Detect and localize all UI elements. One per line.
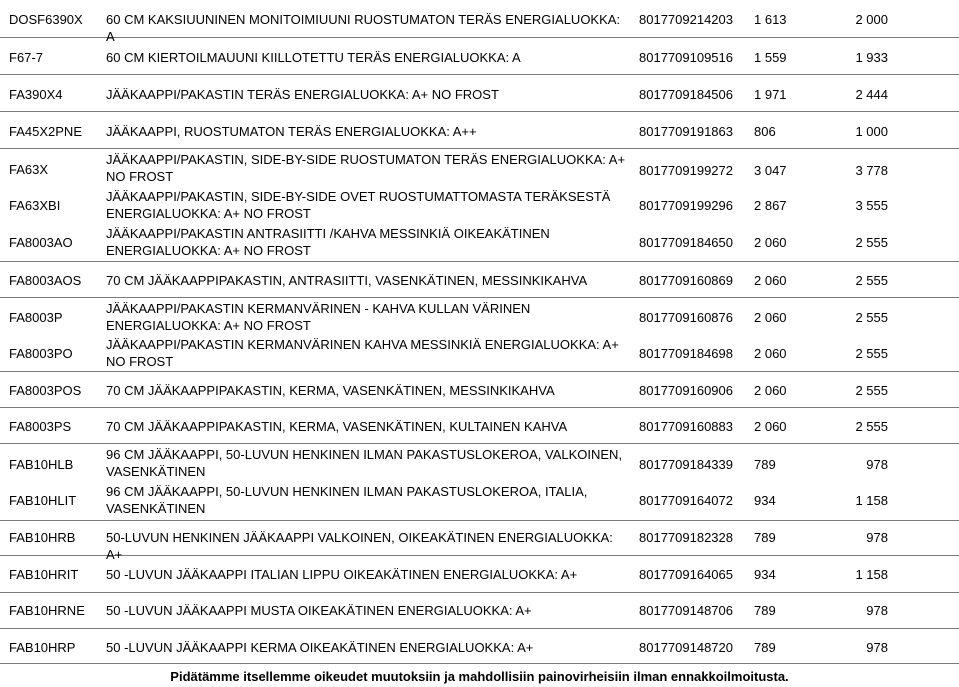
product-code: FAB10HRP (9, 640, 76, 655)
product-ean: 8017709164072 (639, 493, 733, 508)
product-description: 96 CM JÄÄKAAPPI, 50-LUVUN HENKINEN ILMAN PAKASTUSLOKEROA, VALKOINEN, VASENKÄTINEN (106, 447, 623, 479)
product-description: 50 -LUVUN JÄÄKAAPPI KERMA OIKEAKÄTINEN ENERGIALUOKKA: A+ (106, 640, 534, 655)
price-gross: 2 555 (855, 346, 888, 361)
product-ean: 8017709191863 (639, 124, 733, 139)
row-divider (0, 148, 959, 149)
price-net: 2 867 (754, 198, 787, 213)
product-code: FA63X (9, 162, 49, 177)
product-ean: 8017709182328 (639, 530, 733, 545)
product-ean: 8017709199272 (639, 163, 733, 178)
product-code: F67-7 (9, 50, 43, 65)
product-description: JÄÄKAAPPI/PAKASTIN, SIDE-BY-SIDE RUOSTUMATON TERÄS ENERGIALUOKKA: A+ NO FROST (106, 152, 626, 184)
product-ean: 8017709164065 (639, 567, 733, 582)
disclaimer-footer: Pidätämme itsellemme oikeudet muutoksiin ja mahdollisiin painovirheisiin ilman ennakkoilmoitusta. (170, 669, 789, 684)
product-description: JÄÄKAAPPI, RUOSTUMATON TERÄS ENERGIALUOKKA: A++ (106, 124, 477, 139)
product-description: 50 -LUVUN JÄÄKAAPPI ITALIAN LIPPU OIKEAKÄTINEN ENERGIALUOKKA: A+ (106, 567, 578, 582)
product-code: FA8003PO (9, 346, 73, 361)
product-code: FAB10HLIT (9, 493, 77, 508)
price-gross: 978 (866, 530, 888, 545)
product-description: 96 CM JÄÄKAAPPI, 50-LUVUN HENKINEN ILMAN PAKASTUSLOKEROA, ITALIA, VASENKÄTINEN (106, 484, 588, 516)
row-divider (0, 111, 959, 112)
product-ean: 8017709199296 (639, 198, 733, 213)
product-description: 50-LUVUN HENKINEN JÄÄKAAPPI VALKOINEN, OIKEAKÄTINEN ENERGIALUOKKA: A+ (106, 530, 613, 562)
product-description: JÄÄKAAPPI/PAKASTIN TERÄS ENERGIALUOKKA: A+ NO FROST (106, 87, 499, 102)
product-code: FA8003PS (9, 419, 72, 434)
price-net: 3 047 (754, 163, 787, 178)
price-net: 789 (754, 640, 776, 655)
price-gross: 1 158 (855, 567, 888, 582)
product-code: FAB10HRIT (9, 567, 79, 582)
price-gross: 978 (866, 603, 888, 618)
product-ean: 8017709160869 (639, 273, 733, 288)
price-net: 2 060 (754, 346, 787, 361)
price-gross: 2 444 (855, 87, 888, 102)
product-code: FAB10HRNE (9, 603, 85, 618)
price-net: 789 (754, 457, 776, 472)
price-gross: 978 (866, 640, 888, 655)
price-gross: 2 000 (855, 12, 888, 27)
price-net: 1 971 (754, 87, 787, 102)
product-ean: 8017709148720 (639, 640, 733, 655)
price-gross: 2 555 (855, 383, 888, 398)
product-description: 50 -LUVUN JÄÄKAAPPI MUSTA OIKEAKÄTINEN ENERGIALUOKKA: A+ (106, 603, 532, 618)
product-ean: 8017709160906 (639, 383, 733, 398)
price-gross: 2 555 (855, 273, 888, 288)
price-net: 2 060 (754, 273, 787, 288)
product-code: FA8003P (9, 310, 63, 325)
price-net: 806 (754, 124, 776, 139)
price-net: 2 060 (754, 310, 787, 325)
product-code: FAB10HLB (9, 457, 74, 472)
price-net: 1 613 (754, 12, 787, 27)
product-description: 70 CM JÄÄKAAPPIPAKASTIN, KERMA, VASENKÄTINEN, KULTAINEN KAHVA (106, 419, 568, 434)
price-gross: 2 555 (855, 419, 888, 434)
product-code: FA390X4 (9, 87, 63, 102)
product-description: 60 CM KAKSIUUNINEN MONITOIMIUUNI RUOSTUMATON TERÄS ENERGIALUOKKA: A (106, 12, 621, 44)
product-description: JÄÄKAAPPI/PAKASTIN KERMANVÄRINEN KAHVA MESSINKIÄ ENERGIALUOKKA: A+ NO FROST (106, 337, 619, 369)
product-description: JÄÄKAAPPI/PAKASTIN KERMANVÄRINEN - KAHVA KULLAN VÄRINEN ENERGIALUOKKA: A+ NO FROST (106, 301, 531, 333)
product-ean: 8017709148706 (639, 603, 733, 618)
price-gross: 1 933 (855, 50, 888, 65)
product-code: FAB10HRB (9, 530, 76, 545)
product-code: FA8003POS (9, 383, 82, 398)
price-net: 789 (754, 603, 776, 618)
row-divider (0, 628, 959, 629)
price-gross: 2 555 (855, 310, 888, 325)
product-ean: 8017709214203 (639, 12, 733, 27)
product-ean: 8017709160883 (639, 419, 733, 434)
price-net: 1 559 (754, 50, 787, 65)
price-gross: 2 555 (855, 235, 888, 250)
product-code: FA45X2PNE (9, 124, 82, 139)
product-ean: 8017709160876 (639, 310, 733, 325)
price-gross: 3 778 (855, 163, 888, 178)
product-description: JÄÄKAAPPI/PAKASTIN, SIDE-BY-SIDE OVET RUOSTUMATTOMASTA TERÄKSESTÄ ENERGIALUOKKA: A+ NO FROST (106, 189, 611, 221)
product-code: FA8003AO (9, 235, 73, 250)
price-gross: 978 (866, 457, 888, 472)
row-divider (0, 371, 959, 372)
product-description: 60 CM KIERTOILMAUUNI KIILLOTETTU TERÄS ENERGIALUOKKA: A (106, 50, 521, 65)
product-description: JÄÄKAAPPI/PAKASTIN ANTRASIITTI /KAHVA MESSINKIÄ OIKEAKÄTINEN ENERGIALUOKKA: A+ NO FROST (106, 226, 550, 258)
price-gross: 3 555 (855, 198, 888, 213)
product-ean: 8017709184650 (639, 235, 733, 250)
price-net: 934 (754, 567, 776, 582)
row-divider (0, 407, 959, 408)
row-divider (0, 443, 959, 444)
product-description: 70 CM JÄÄKAAPPIPAKASTIN, KERMA, VASENKÄTINEN, MESSINKIKAHVA (106, 383, 555, 398)
product-ean: 8017709184506 (639, 87, 733, 102)
row-divider (0, 520, 959, 521)
product-ean: 8017709184339 (639, 457, 733, 472)
product-description: 70 CM JÄÄKAAPPIPAKASTIN, ANTRASIITTI, VASENKÄTINEN, MESSINKIKAHVA (106, 273, 588, 288)
product-ean: 8017709184698 (639, 346, 733, 361)
product-code: FA63XBI (9, 198, 61, 213)
row-divider (0, 261, 959, 262)
price-gross: 1 000 (855, 124, 888, 139)
price-net: 2 060 (754, 419, 787, 434)
product-code: DOSF6390X (9, 12, 83, 27)
price-net: 2 060 (754, 383, 787, 398)
product-code: FA8003AOS (9, 273, 82, 288)
price-net: 934 (754, 493, 776, 508)
price-net: 2 060 (754, 235, 787, 250)
row-divider (0, 663, 959, 664)
price-net: 789 (754, 530, 776, 545)
product-ean: 8017709109516 (639, 50, 733, 65)
row-divider (0, 592, 959, 593)
price-gross: 1 158 (855, 493, 888, 508)
row-divider (0, 297, 959, 298)
row-divider (0, 74, 959, 75)
